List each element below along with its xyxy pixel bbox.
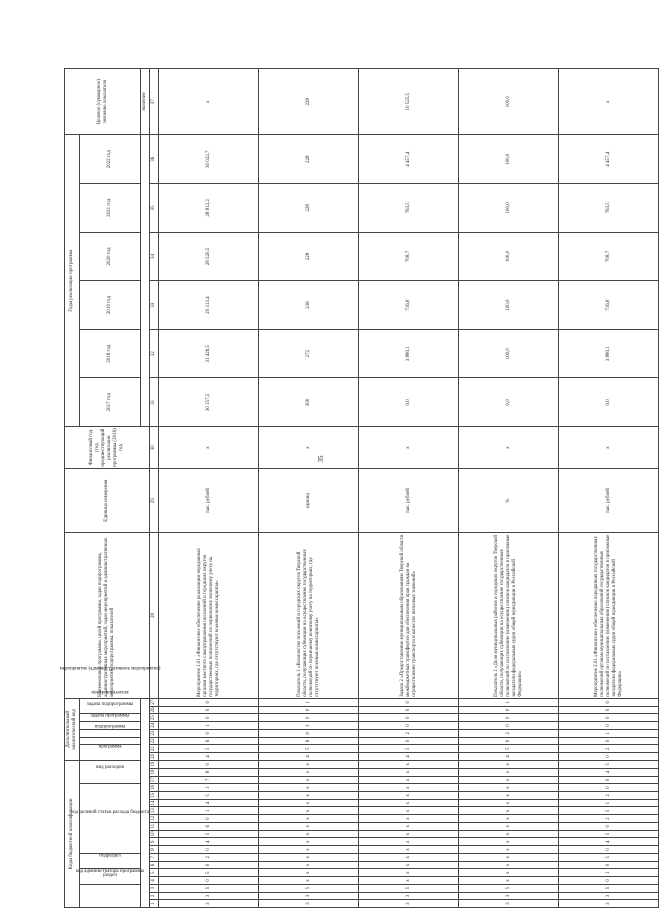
row-target: х <box>559 69 659 135</box>
code-digit: 6 <box>159 822 259 830</box>
row-name: Мероприятие 2.01 «Финансовое обеспечение переданных государственных полномочий органам муниципальных образований государственных полномочий по составлению (изменению) списков кандидатов в присяжные заседатели федеральных судов общей юрисдикции в Российской Федерации» <box>559 533 659 699</box>
year-2021-header: 2021 год <box>80 184 141 233</box>
task-program-header: задача программы <box>80 729 141 737</box>
row-year-value: 100,0 <box>459 184 559 233</box>
additional-code-header: Дополнительный аналитический код <box>65 698 80 760</box>
code-digit: 1 <box>159 722 259 730</box>
code-digit: 0 <box>559 784 659 792</box>
code-digit: 5 <box>159 884 259 892</box>
row-name: Показатель 1 «Количество поселений и городских округов Тверской области, получающих субвенции на осуществление государственных полномочий по первичному воинскому учету на территориях, где отсутствуют военные комиссариаты» <box>259 533 359 699</box>
row-year-value: 228 <box>259 135 359 184</box>
code-digit: х <box>459 877 559 885</box>
code-digit: 4 <box>159 838 259 846</box>
column-number: 2 <box>150 892 159 900</box>
code-digit: 0 <box>559 698 659 706</box>
code-digit: х <box>259 799 359 807</box>
code-digit: х <box>259 815 359 823</box>
row-year-value: 228 <box>259 232 359 281</box>
column-number: 30 <box>150 427 159 469</box>
code-digit: х <box>259 822 359 830</box>
code-digit: 1 <box>559 799 659 807</box>
code-digit: 1 <box>559 869 659 877</box>
code-digit: х <box>459 799 559 807</box>
code-digit: 5 <box>559 807 659 815</box>
target-header: Целевое (суммарное) значение показателя <box>65 69 141 135</box>
code-digit: х <box>459 853 559 861</box>
row-fin-year: х <box>559 427 659 469</box>
row-year-value: 28 520,5 <box>159 232 259 281</box>
code-digit: 0 <box>559 722 659 730</box>
row-year-value: 100,0 <box>459 232 559 281</box>
target-article-header: код целевой статьи расхода бюджета <box>80 784 141 854</box>
program-header: программа <box>80 745 141 760</box>
code-digit: х <box>359 799 459 807</box>
row-target: 10 525,5 <box>359 69 459 135</box>
code-digit: 0 <box>359 722 459 730</box>
column-numbers-row <box>150 69 159 908</box>
row-target: х <box>159 69 259 135</box>
code-digit: х <box>359 768 459 776</box>
code-digit: 5 <box>459 745 559 753</box>
column-number: 27 <box>150 698 159 706</box>
code-digit: 0 <box>459 737 559 745</box>
code-digit: 0 <box>359 737 459 745</box>
code-digit: 4 <box>459 753 559 761</box>
code-digit: 5 <box>559 853 659 861</box>
column-number: 1 <box>150 900 159 908</box>
code-digit: х <box>459 838 559 846</box>
column-number: 11 <box>150 822 159 830</box>
budget-codes-header: Коды бюджетной классификации <box>65 760 80 907</box>
row-year-value: 100,0 <box>459 329 559 378</box>
subprogram-header: подпрограмма <box>80 737 141 745</box>
code-digit: 3 <box>359 900 459 908</box>
code-digit: 0 <box>159 861 259 869</box>
row-unit: тыс. рублей <box>359 469 459 533</box>
code-digit: 4 <box>159 753 259 761</box>
row-name: Мероприятие 1.01 «Финансовое обеспечение реализации переданных органам местного самоуправления поселений и городских округов государственных полномочий по первичному воинскому учету на территориях, где отсутствуют военные комиссариаты» <box>159 533 259 699</box>
years-header: Годы реализации программы <box>65 135 80 427</box>
code-digit: х <box>259 853 359 861</box>
code-digit: х <box>259 791 359 799</box>
code-digit: х <box>359 815 459 823</box>
code-digit: 0 <box>159 706 259 714</box>
code-digit: 4 <box>559 768 659 776</box>
column-number: 16 <box>150 784 159 792</box>
expense-type-header: вид расходов <box>80 760 141 783</box>
column-number: 6 <box>150 861 159 869</box>
code-digit: 2 <box>559 815 659 823</box>
table-body <box>159 69 659 908</box>
row-year-value: 228 <box>259 184 359 233</box>
row-year-value: 3 880,1 <box>359 329 459 378</box>
row-year-value: 3 880,1 <box>559 329 659 378</box>
code-digit: х <box>259 830 359 838</box>
column-number: 21 <box>150 745 159 753</box>
row-name: Показатель 1 «Доля муниципальных районов и городских округов Тверской области, получающих субвенции на осуществление государственных полномочий по составлению (изменению) списков кандидатов в присяжные заседатели федеральных судов общей юрисдикции в Российской Федерации» <box>459 533 559 699</box>
code-digit: х <box>459 861 559 869</box>
column-number: 15 <box>150 791 159 799</box>
column-number: 20 <box>150 753 159 761</box>
row-year-value: 763,5 <box>359 184 459 233</box>
code-digit: 3 <box>259 892 359 900</box>
code-digit: 0 <box>559 846 659 854</box>
code-digit: 0 <box>259 706 359 714</box>
code-digit: 3 <box>459 900 559 908</box>
code-digit: 2 <box>359 729 459 737</box>
code-digit: 7 <box>159 776 259 784</box>
code-digit: 5 <box>259 884 359 892</box>
code-digit: х <box>459 830 559 838</box>
row-year-value: 31 426,5 <box>159 329 259 378</box>
table-row <box>559 69 659 908</box>
row-year-value: 0,0 <box>359 378 459 427</box>
code-digit: 0 <box>559 877 659 885</box>
fin-year-header: Финансовый год (год предшествующий реализации программы (2016) год <box>65 427 150 469</box>
code-digit: 6 <box>259 737 359 745</box>
code-digit: х <box>359 869 459 877</box>
row-fin-year: х <box>159 427 259 469</box>
code-digit: 2 <box>159 853 259 861</box>
row-year-value: 236 <box>259 281 359 330</box>
code-digit: 0 <box>359 706 459 714</box>
code-digit: 0 <box>459 722 559 730</box>
code-digit: 3 <box>559 900 659 908</box>
column-number: 8 <box>150 846 159 854</box>
code-digit: 2 <box>559 745 659 753</box>
code-digit: 0 <box>559 753 659 761</box>
code-digit: х <box>359 838 459 846</box>
code-digit: 0 <box>559 776 659 784</box>
column-number: 33 <box>150 281 159 330</box>
code-digit: 0 <box>159 877 259 885</box>
row-fin-year: х <box>359 427 459 469</box>
code-digit: х <box>259 807 359 815</box>
table-row <box>159 69 259 908</box>
code-digit: х <box>359 861 459 869</box>
row-year-value: 30 157,5 <box>159 378 259 427</box>
row-year-value: 4 457,4 <box>559 135 659 184</box>
code-digit: 0 <box>559 822 659 830</box>
column-number: 9 <box>150 838 159 846</box>
row-year-value: 4 457,4 <box>359 135 459 184</box>
header-spacer-years <box>141 135 150 427</box>
code-digit: 1 <box>459 698 559 706</box>
code-digit: х <box>359 822 459 830</box>
code-digit: 5 <box>359 745 459 753</box>
table-row <box>259 69 359 908</box>
column-number: 25 <box>150 714 159 722</box>
column-number: 36 <box>150 135 159 184</box>
code-digit: 5 <box>159 830 259 838</box>
row-year-value: 763,5 <box>559 184 659 233</box>
code-digit: 3 <box>459 892 559 900</box>
column-number: 26 <box>150 706 159 714</box>
row-year-value: 708,7 <box>559 232 659 281</box>
row-year-value: 100,0 <box>459 281 559 330</box>
row-year-value: 0,0 <box>459 378 559 427</box>
year-2020-header: 2020 год <box>80 232 141 281</box>
code-digit: 1 <box>159 807 259 815</box>
column-number: 24 <box>150 722 159 730</box>
header-spacer <box>141 698 150 907</box>
code-digit: х <box>459 815 559 823</box>
code-digit: 5 <box>559 830 659 838</box>
code-digit: 3 <box>159 892 259 900</box>
code-digit: 0 <box>559 861 659 869</box>
row-year-value: 30 022,7 <box>159 135 259 184</box>
rotated-table-container <box>59 68 649 908</box>
column-number: 29 <box>150 469 159 533</box>
code-digit: 2 <box>559 791 659 799</box>
code-digit: 0 <box>559 714 659 722</box>
column-number: 35 <box>150 184 159 233</box>
column-number: 13 <box>150 807 159 815</box>
row-year-value: 0,0 <box>559 378 659 427</box>
code-digit: х <box>459 784 559 792</box>
program-table <box>59 68 659 908</box>
code-digit: 6 <box>159 737 259 745</box>
column-number: 17 <box>150 776 159 784</box>
row-fin-year: х <box>459 427 559 469</box>
code-digit: х <box>259 869 359 877</box>
column-number: 5 <box>150 869 159 877</box>
code-digit: 4 <box>359 753 459 761</box>
code-digit: 1 <box>159 784 259 792</box>
row-target: 228 <box>259 69 359 135</box>
year-2022-header: 2022 год <box>80 135 141 184</box>
column-number: 22 <box>150 737 159 745</box>
code-digit: х <box>459 776 559 784</box>
target-value-subheader: значение <box>141 69 150 135</box>
code-digit: 1 <box>559 729 659 737</box>
code-digit: 0 <box>359 714 459 722</box>
code-digit: х <box>359 846 459 854</box>
code-digit: х <box>459 869 559 877</box>
column-number: 7 <box>150 853 159 861</box>
row-unit: % <box>459 469 559 533</box>
code-digit: х <box>359 877 459 885</box>
row-unit: тыс. рублей <box>559 469 659 533</box>
column-number: 18 <box>150 768 159 776</box>
year-2017-header: 2017 год <box>80 378 141 427</box>
row-year-value: 29 313,4 <box>159 281 259 330</box>
code-digit: х <box>259 846 359 854</box>
code-digit: 0 <box>459 714 559 722</box>
name-header: Наименование программы, целей программы, задач подпрограммы, административных мероприятий, задач мероприятий и административных мероприятий подпрограммы, показателей <box>65 533 150 699</box>
code-digit: 3 <box>259 900 359 908</box>
column-number: 31 <box>150 378 159 427</box>
column-number: 23 <box>150 729 159 737</box>
code-digit: х <box>459 791 559 799</box>
code-digit: 2 <box>459 729 559 737</box>
admin-code-header: код администратора программы <box>80 884 141 907</box>
code-digit: х <box>459 768 559 776</box>
code-digit: 0 <box>159 698 259 706</box>
column-number: 32 <box>150 329 159 378</box>
code-digit: 3 <box>559 892 659 900</box>
code-digit: х <box>259 760 359 768</box>
code-digit: х <box>459 760 559 768</box>
code-digit: 0 <box>359 698 459 706</box>
code-digit: х <box>359 776 459 784</box>
code-digit: х <box>359 830 459 838</box>
code-digit: 0 <box>159 714 259 722</box>
task-subprogram-header: задача подпрограммы <box>80 722 141 730</box>
code-digit: х <box>359 807 459 815</box>
row-unit: единиц <box>259 469 359 533</box>
code-digit: 5 <box>359 884 459 892</box>
code-digit: 5 <box>259 745 359 753</box>
code-digit: 0 <box>159 815 259 823</box>
section-header: раздел <box>80 869 141 884</box>
code-digit: х <box>259 838 359 846</box>
row-year-value: 100,0 <box>459 135 559 184</box>
row-year-value: 716,8 <box>559 281 659 330</box>
code-digit: 5 <box>159 869 259 877</box>
table-row <box>359 69 459 908</box>
event-header: мероприятие (административное мероприятие) <box>80 714 141 722</box>
code-digit: 5 <box>159 791 259 799</box>
table-row <box>459 69 559 908</box>
code-digit: 5 <box>159 745 259 753</box>
subsection-header: подраздел <box>80 853 141 868</box>
code-digit: х <box>359 760 459 768</box>
code-digit: х <box>259 877 359 885</box>
code-digit: х <box>459 822 559 830</box>
code-digit: х <box>259 861 359 869</box>
code-digit: х <box>259 768 359 776</box>
year-2019-header: 2019 год <box>80 281 141 330</box>
code-digit: 0 <box>259 714 359 722</box>
event-number-header: номер показателя <box>80 698 141 713</box>
column-number: 10 <box>150 830 159 838</box>
code-digit: х <box>359 784 459 792</box>
code-digit: х <box>359 853 459 861</box>
code-digit: х <box>259 784 359 792</box>
code-digit: 0 <box>559 737 659 745</box>
code-digit: 8 <box>159 768 259 776</box>
code-digit: 4 <box>259 753 359 761</box>
header-row-1 <box>65 69 80 908</box>
column-number: 3 <box>150 884 159 892</box>
column-number: 14 <box>150 799 159 807</box>
row-year-value: 272 <box>259 329 359 378</box>
code-digit: 4 <box>559 838 659 846</box>
code-digit: 0 <box>459 706 559 714</box>
row-name: Задача 2 «Предоставление муниципальным образованиям Тверской области межбюджетных трансфертов для обеспечения прав граждан на осуществление транспорта и качество питьевых значений» <box>359 533 459 699</box>
unit-header: Единица измерения <box>65 469 150 533</box>
year-2018-header: 2018 год <box>80 329 141 378</box>
column-number: 37 <box>150 69 159 135</box>
code-digit: 5 <box>559 760 659 768</box>
code-digit: 0 <box>159 729 259 737</box>
row-year-value: 716,8 <box>359 281 459 330</box>
code-digit: 5 <box>559 884 659 892</box>
column-number: 4 <box>150 877 159 885</box>
code-digit: 4 <box>159 799 259 807</box>
code-digit: 1 <box>259 722 359 730</box>
row-target: 100,0 <box>459 69 559 135</box>
code-digit: х <box>459 846 559 854</box>
code-digit: 0 <box>559 706 659 714</box>
code-digit: 3 <box>359 892 459 900</box>
code-digit: 3 <box>159 900 259 908</box>
code-digit: 5 <box>459 884 559 892</box>
row-year-value: 28 812,2 <box>159 184 259 233</box>
code-digit: х <box>359 791 459 799</box>
code-digit: 0 <box>259 729 359 737</box>
column-number: 34 <box>150 232 159 281</box>
column-number: 12 <box>150 815 159 823</box>
page-number: 35 <box>317 455 325 463</box>
code-digit: х <box>259 776 359 784</box>
row-unit: тыс. рублей <box>159 469 259 533</box>
code-digit: х <box>459 807 559 815</box>
column-number: 19 <box>150 760 159 768</box>
code-digit: 0 <box>159 760 259 768</box>
code-digit: 1 <box>259 698 359 706</box>
row-year-value: 708,7 <box>359 232 459 281</box>
code-digit: 0 <box>159 846 259 854</box>
column-number: 28 <box>150 533 159 699</box>
row-year-value: 300 <box>259 378 359 427</box>
row-fin-year: х <box>259 427 359 469</box>
